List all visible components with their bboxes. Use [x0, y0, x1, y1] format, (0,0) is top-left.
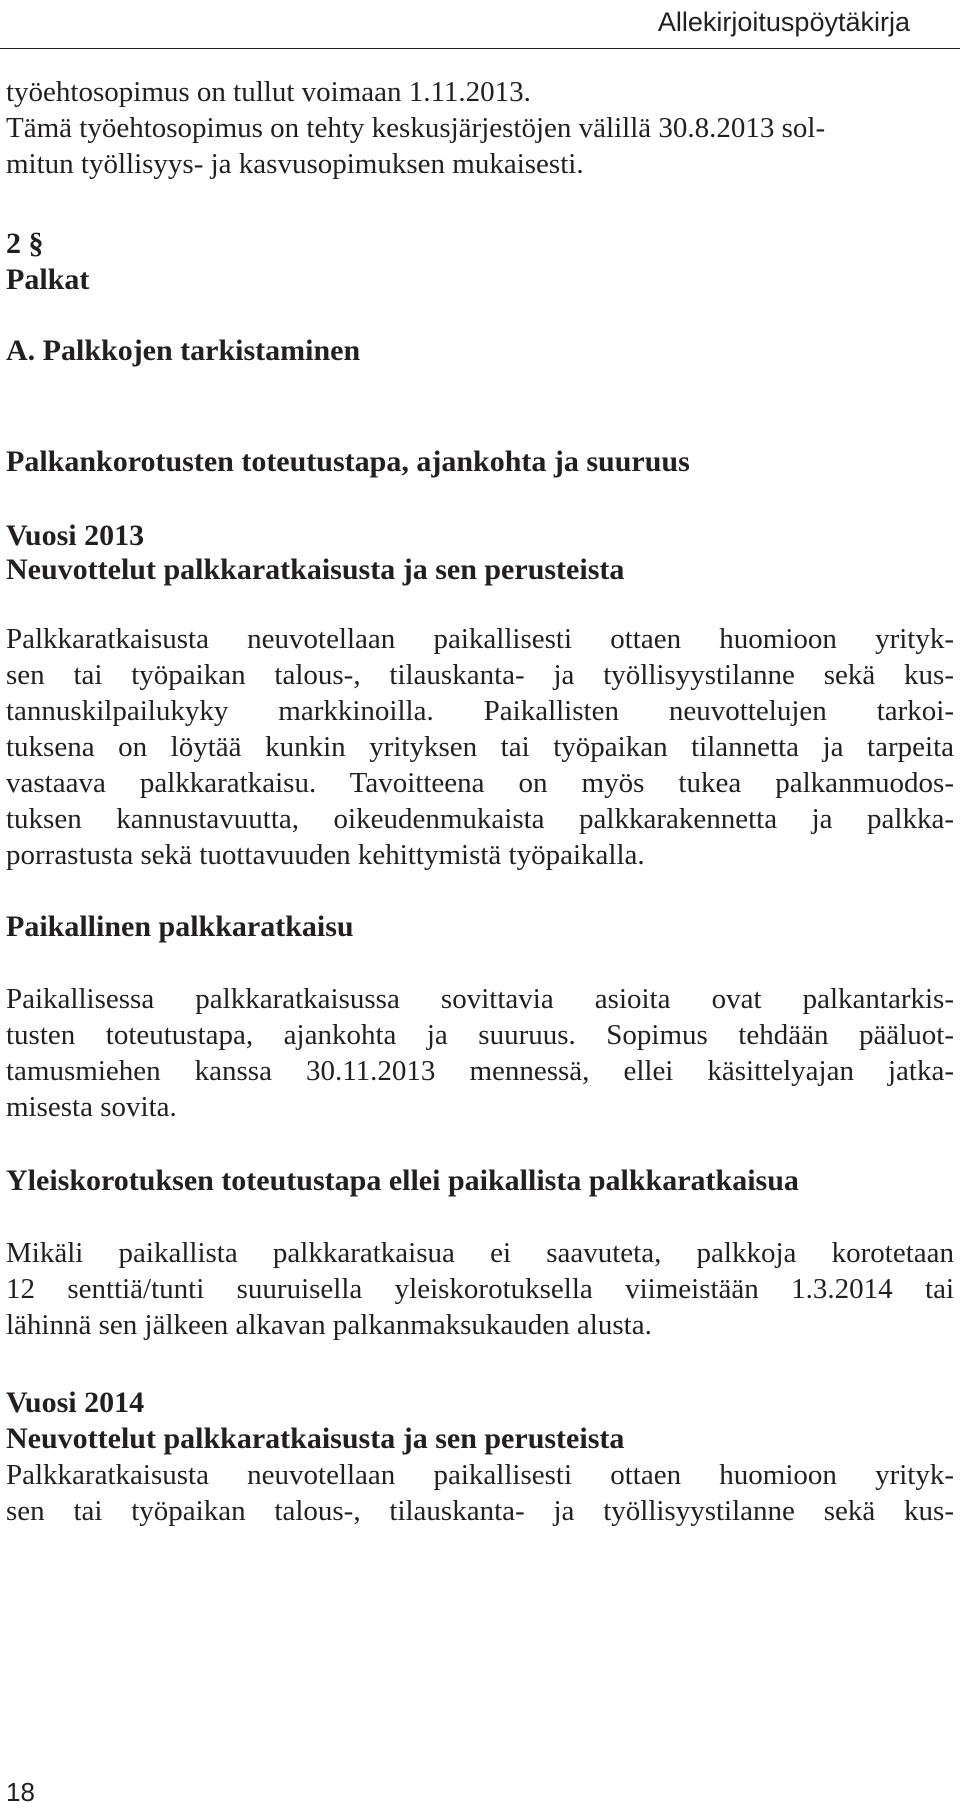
- intro-line-1: työehtosopimus on tullut voimaan 1.11.2013.: [6, 76, 531, 108]
- page-number: 18: [6, 1777, 35, 1807]
- paragraph-line: sen tai työpaikan talous-, tilauskanta- ja työllisyystilanne sekä kus-: [6, 1495, 954, 1527]
- heading-toteutustapa: Palkankorotusten toteutustapa, ajankohta ja suuruus: [6, 445, 690, 478]
- paragraph-line: vastaava palkkaratkaisu. Tavoitteena on myös tukea palkanmuodos-: [6, 767, 954, 799]
- header-rule: [0, 48, 960, 49]
- paragraph-line: tamusmiehen kanssa 30.11.2013 mennessä, ellei käsittelyajan jatka-: [6, 1055, 954, 1087]
- paragraph-line: tusten toteutustapa, ajankohta ja suuruus. Sopimus tehdään pääluot-: [6, 1019, 954, 1051]
- subsection-a-title: A. Palkkojen tarkistaminen: [6, 334, 361, 367]
- vuosi-2014-title: Vuosi 2014: [6, 1386, 145, 1419]
- vuosi-2013-title: Vuosi 2013: [6, 519, 145, 552]
- section-number: 2 §: [6, 227, 44, 260]
- vuosi-2014-subtitle: Neuvottelut palkkaratkaisusta ja sen perusteista: [6, 1422, 625, 1455]
- paragraph-line: tuksena on löytää kunkin yrityksen tai työpaikan tilannetta ja tarpeita: [6, 731, 954, 763]
- paragraph-line: porrastusta sekä tuottavuuden kehittymistä työpaikalla.: [6, 839, 645, 871]
- paragraph-line: Palkkaratkaisusta neuvotellaan paikallisesti ottaen huomioon yrityk-: [6, 623, 954, 655]
- paragraph-line: sen tai työpaikan talous-, tilauskanta- ja työllisyystilanne sekä kus-: [6, 659, 954, 691]
- paragraph-line: 12 senttiä/tunti suuruisella yleiskorotuksella viimeistään 1.3.2014 tai: [6, 1273, 954, 1305]
- running-header: Allekirjoituspöytäkirja: [657, 7, 910, 37]
- intro-line-2: Tämä työehtosopimus on tehty keskusjärjestöjen välillä 30.8.2013 sol-: [6, 112, 826, 144]
- paragraph-line: misesta sovita.: [6, 1091, 177, 1123]
- section-title: Palkat: [6, 263, 90, 296]
- paragraph-line: tannuskilpailukyky markkinoilla. Paikallisten neuvottelujen tarkoi-: [6, 695, 954, 727]
- paragraph-line: lähinnä sen jälkeen alkavan palkanmaksukauden alusta.: [6, 1309, 652, 1341]
- paragraph-line: Mikäli paikallista palkkaratkaisua ei saavuteta, palkkoja korotetaan: [6, 1237, 954, 1269]
- paragraph-line: Paikallisessa palkkaratkaisussa sovittavia asioita ovat palkantarkis-: [6, 983, 954, 1015]
- paragraph-line: tuksen kannustavuutta, oikeudenmukaista palkkarakennetta ja palkka-: [6, 803, 954, 835]
- vuosi-2013-subtitle: Neuvottelut palkkaratkaisusta ja sen perusteista: [6, 553, 625, 586]
- paikallinen-title: Paikallinen palkkaratkaisu: [6, 910, 354, 943]
- intro-line-3: mitun työllisyys- ja kasvusopimuksen mukaisesti.: [6, 148, 584, 180]
- yleiskorotus-title: Yleiskorotuksen toteutustapa ellei paikallista palkkaratkaisua: [6, 1164, 799, 1197]
- paragraph-line: Palkkaratkaisusta neuvotellaan paikallisesti ottaen huomioon yrityk-: [6, 1459, 954, 1491]
